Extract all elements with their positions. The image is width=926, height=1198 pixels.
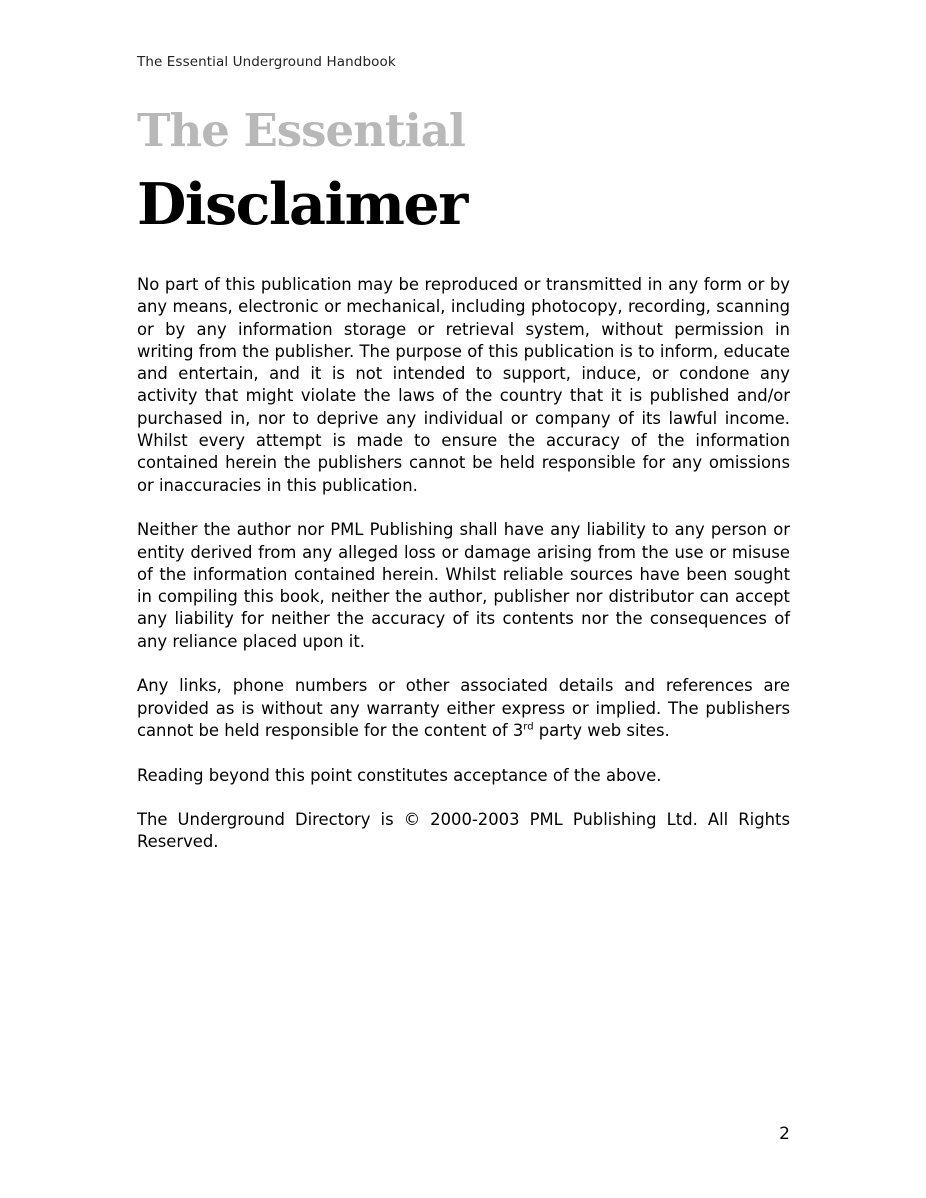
paragraph-copyright: No part of this publication may be reproduced or transmitted in any form or by any means, electronic or mechanical, including photocopy, recording, scanning or by any information storage or retrieval system, without permission in writing from the publisher. The purpose of this publication is to inform, educate and entertain, and it is not intended to support, induce, or condone any activity that might violate the laws of the country that it is published and/or purchased in, nor to deprive any individual or company of its lawful income. Whilst every attempt is made to ensure the accuracy of the information contained herein the publishers cannot be held responsible for any omissions or inaccuracies in this publication. xyxy=(137,275,790,495)
paragraph-liability: Neither the author nor PML Publishing shall have any liability to any person or entity derived from any alleged loss or damage arising from the use or misuse of the information contained herein. Whilst reliable sources have been sought in compiling this book, neither the author, publisher nor distributor can accept any liability for neither the accuracy of its contents nor the consequences of any reliance placed upon it. xyxy=(137,520,790,651)
paragraph-links-text: Any links, phone numbers or other associated details and references are provided as is without any warranty either express or implied. The publishers cannot be held responsible for the content of 3 xyxy=(137,676,790,740)
paragraph-rights: The Underground Directory is © 2000-2003 PML Publishing Ltd. All Rights Reserved. xyxy=(137,810,790,852)
title-subheading: The Essential xyxy=(137,104,465,157)
page-number: 2 xyxy=(779,1124,790,1144)
page-title: Disclaimer xyxy=(137,171,467,238)
paragraph-acceptance: Reading beyond this point constitutes acceptance of the above. xyxy=(137,765,662,785)
paragraph-links xyxy=(137,675,790,742)
paragraph-links-text-end: party web sites. xyxy=(533,720,670,740)
running-header: The Essential Underground Handbook xyxy=(137,54,396,70)
disclaimer-body xyxy=(137,274,790,876)
ordinal-superscript: rd xyxy=(523,721,534,733)
